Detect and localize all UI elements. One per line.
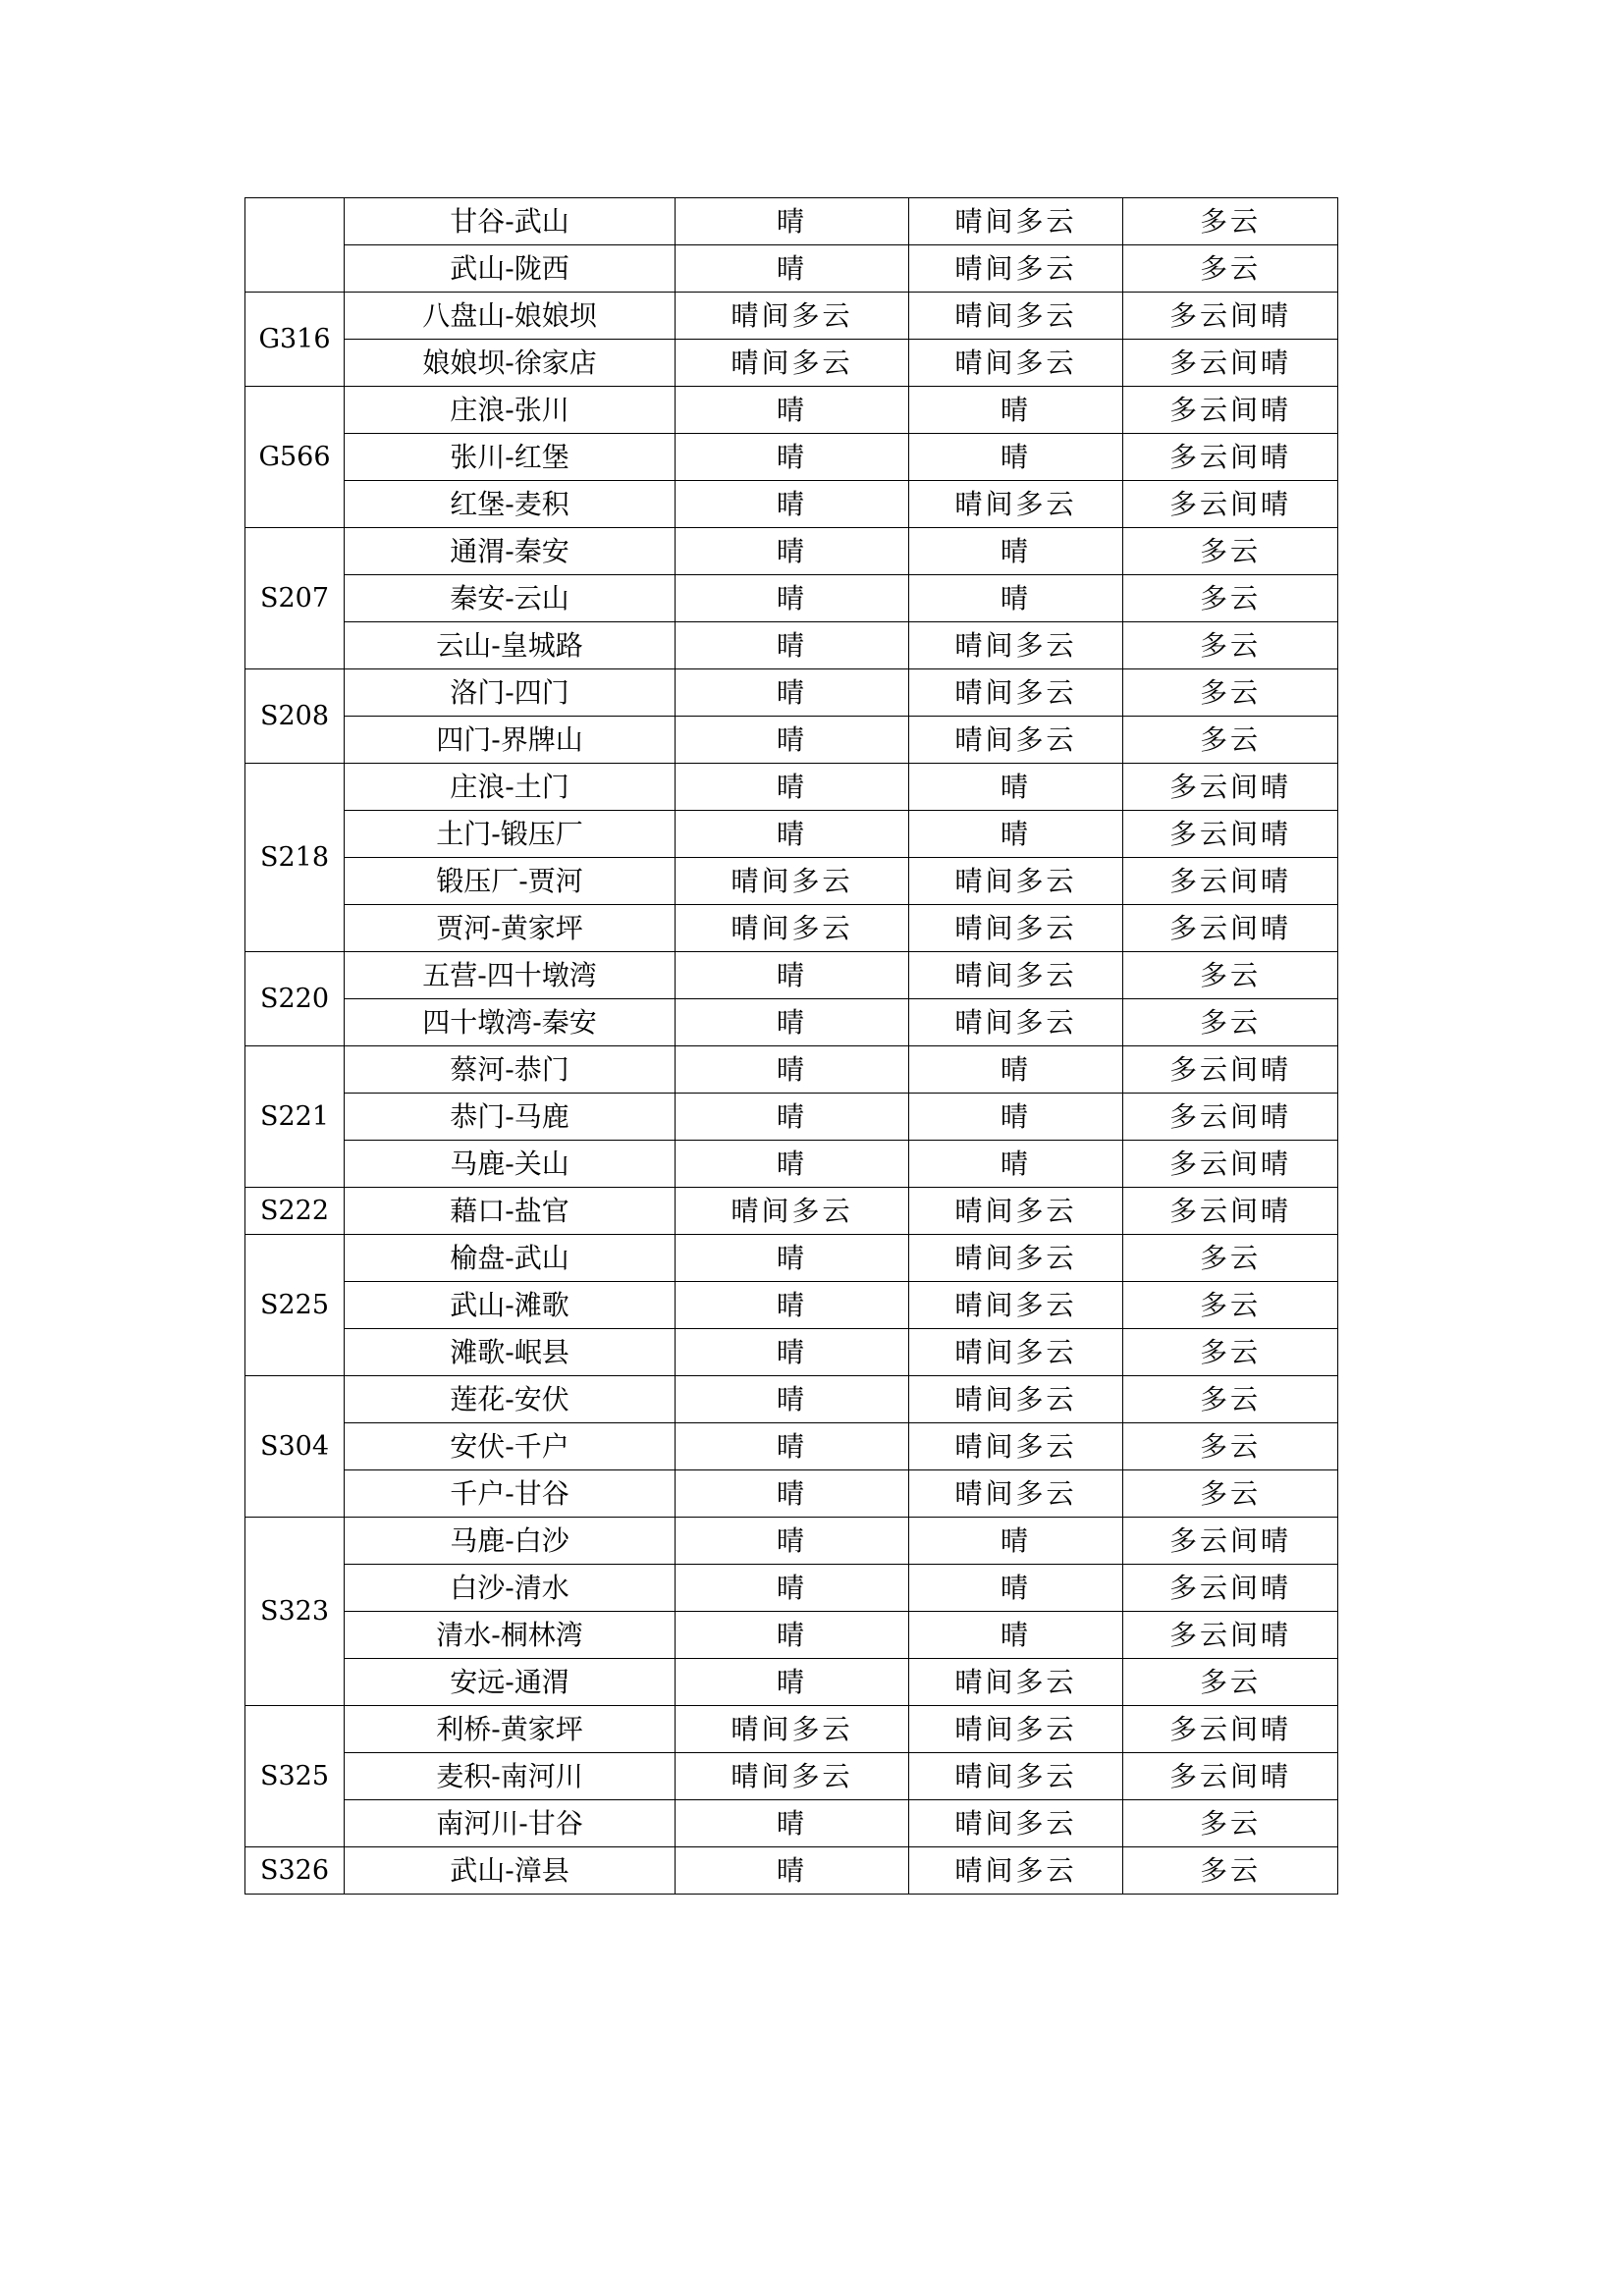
route-code-cell: S221 xyxy=(245,1046,345,1188)
day1-weather-cell: 晴间多云 xyxy=(676,858,909,905)
day3-weather-cell: 多云 xyxy=(1123,1470,1338,1518)
segment-cell: 白沙-清水 xyxy=(345,1565,676,1612)
table-row xyxy=(245,1565,1338,1612)
table-row xyxy=(245,905,1338,952)
day1-weather-cell: 晴间多云 xyxy=(676,340,909,387)
day1-weather-cell: 晴 xyxy=(676,575,909,622)
table-row xyxy=(245,1706,1338,1753)
day2-weather-cell: 晴 xyxy=(909,434,1123,481)
table-row xyxy=(245,999,1338,1046)
day1-weather-cell: 晴 xyxy=(676,717,909,764)
day3-weather-cell: 多云 xyxy=(1123,528,1338,575)
table-row xyxy=(245,952,1338,999)
table-row xyxy=(245,1518,1338,1565)
day2-weather-cell: 晴间多云 xyxy=(909,1329,1123,1376)
day2-weather-cell: 晴间多云 xyxy=(909,905,1123,952)
day3-weather-cell: 多云间晴 xyxy=(1123,293,1338,340)
day3-weather-cell: 多云间晴 xyxy=(1123,1141,1338,1188)
day1-weather-cell: 晴间多云 xyxy=(676,1753,909,1800)
day3-weather-cell: 多云 xyxy=(1123,1847,1338,1895)
day3-weather-cell: 多云间晴 xyxy=(1123,1046,1338,1094)
segment-cell: 藉口-盐官 xyxy=(345,1188,676,1235)
day3-weather-cell: 多云 xyxy=(1123,1235,1338,1282)
segment-cell: 四十墩湾-秦安 xyxy=(345,999,676,1046)
route-code-cell: S207 xyxy=(245,528,345,669)
day3-weather-cell: 多云 xyxy=(1123,1800,1338,1847)
segment-cell: 五营-四十墩湾 xyxy=(345,952,676,999)
route-code-cell: S218 xyxy=(245,764,345,952)
day2-weather-cell: 晴间多云 xyxy=(909,622,1123,669)
day1-weather-cell: 晴 xyxy=(676,1282,909,1329)
day2-weather-cell: 晴间多云 xyxy=(909,669,1123,717)
day1-weather-cell: 晴 xyxy=(676,1329,909,1376)
day2-weather-cell: 晴间多云 xyxy=(909,1706,1123,1753)
forecast-table-body xyxy=(245,198,1338,1895)
day2-weather-cell: 晴间多云 xyxy=(909,858,1123,905)
segment-cell: 贾河-黄家坪 xyxy=(345,905,676,952)
segment-cell: 通渭-秦安 xyxy=(345,528,676,575)
day3-weather-cell: 多云间晴 xyxy=(1123,1188,1338,1235)
day2-weather-cell: 晴间多云 xyxy=(909,999,1123,1046)
segment-cell: 四门-界牌山 xyxy=(345,717,676,764)
day1-weather-cell: 晴 xyxy=(676,1046,909,1094)
segment-cell: 庄浪-张川 xyxy=(345,387,676,434)
segment-cell: 马鹿-关山 xyxy=(345,1141,676,1188)
segment-cell: 清水-桐林湾 xyxy=(345,1612,676,1659)
day2-weather-cell: 晴 xyxy=(909,1141,1123,1188)
day3-weather-cell: 多云间晴 xyxy=(1123,434,1338,481)
day1-weather-cell: 晴间多云 xyxy=(676,1706,909,1753)
day1-weather-cell: 晴 xyxy=(676,1376,909,1423)
table-row xyxy=(245,1376,1338,1423)
route-code-cell: S208 xyxy=(245,669,345,764)
day2-weather-cell: 晴间多云 xyxy=(909,1188,1123,1235)
day1-weather-cell: 晴 xyxy=(676,1847,909,1895)
segment-cell: 莲花-安伏 xyxy=(345,1376,676,1423)
table-row xyxy=(245,481,1338,528)
day2-weather-cell: 晴间多云 xyxy=(909,1753,1123,1800)
segment-cell: 云山-皇城路 xyxy=(345,622,676,669)
route-code-cell: G566 xyxy=(245,387,345,528)
day1-weather-cell: 晴 xyxy=(676,1094,909,1141)
segment-cell: 甘谷-武山 xyxy=(345,198,676,245)
day3-weather-cell: 多云 xyxy=(1123,952,1338,999)
table-row xyxy=(245,1753,1338,1800)
day1-weather-cell: 晴 xyxy=(676,245,909,293)
table-row xyxy=(245,1235,1338,1282)
day1-weather-cell: 晴 xyxy=(676,1612,909,1659)
day3-weather-cell: 多云间晴 xyxy=(1123,1706,1338,1753)
table-row xyxy=(245,575,1338,622)
day2-weather-cell: 晴间多云 xyxy=(909,1659,1123,1706)
day3-weather-cell: 多云 xyxy=(1123,1329,1338,1376)
day3-weather-cell: 多云间晴 xyxy=(1123,858,1338,905)
route-code-cell: G316 xyxy=(245,293,345,387)
day3-weather-cell: 多云 xyxy=(1123,198,1338,245)
day3-weather-cell: 多云间晴 xyxy=(1123,1094,1338,1141)
table-row xyxy=(245,1046,1338,1094)
table-row xyxy=(245,1188,1338,1235)
segment-cell: 马鹿-白沙 xyxy=(345,1518,676,1565)
day3-weather-cell: 多云 xyxy=(1123,575,1338,622)
table-row xyxy=(245,764,1338,811)
day3-weather-cell: 多云间晴 xyxy=(1123,340,1338,387)
day1-weather-cell: 晴 xyxy=(676,1565,909,1612)
route-code-cell: S225 xyxy=(245,1235,345,1376)
table-row xyxy=(245,1329,1338,1376)
table-row xyxy=(245,1800,1338,1847)
day2-weather-cell: 晴 xyxy=(909,1046,1123,1094)
segment-cell: 麦积-南河川 xyxy=(345,1753,676,1800)
route-code-cell: S326 xyxy=(245,1847,345,1895)
table-row xyxy=(245,1847,1338,1895)
segment-cell: 八盘山-娘娘坝 xyxy=(345,293,676,340)
day3-weather-cell: 多云 xyxy=(1123,669,1338,717)
table-row xyxy=(245,1141,1338,1188)
day1-weather-cell: 晴 xyxy=(676,1235,909,1282)
route-code-cell: S304 xyxy=(245,1376,345,1518)
segment-cell: 武山-漳县 xyxy=(345,1847,676,1895)
day1-weather-cell: 晴 xyxy=(676,481,909,528)
day2-weather-cell: 晴间多云 xyxy=(909,198,1123,245)
segment-cell: 武山-滩歌 xyxy=(345,1282,676,1329)
table-row xyxy=(245,1094,1338,1141)
day3-weather-cell: 多云 xyxy=(1123,1282,1338,1329)
day1-weather-cell: 晴 xyxy=(676,764,909,811)
table-row xyxy=(245,387,1338,434)
day2-weather-cell: 晴间多云 xyxy=(909,245,1123,293)
table-row xyxy=(245,669,1338,717)
day1-weather-cell: 晴间多云 xyxy=(676,1188,909,1235)
day3-weather-cell: 多云间晴 xyxy=(1123,905,1338,952)
segment-cell: 红堡-麦积 xyxy=(345,481,676,528)
route-code-cell: S325 xyxy=(245,1706,345,1847)
segment-cell: 庄浪-土门 xyxy=(345,764,676,811)
segment-cell: 安伏-千户 xyxy=(345,1423,676,1470)
segment-cell: 娘娘坝-徐家店 xyxy=(345,340,676,387)
table-row xyxy=(245,622,1338,669)
table-row xyxy=(245,434,1338,481)
day2-weather-cell: 晴 xyxy=(909,1518,1123,1565)
day1-weather-cell: 晴 xyxy=(676,811,909,858)
segment-cell: 榆盘-武山 xyxy=(345,1235,676,1282)
table-row xyxy=(245,1282,1338,1329)
day3-weather-cell: 多云间晴 xyxy=(1123,387,1338,434)
segment-cell: 安远-通渭 xyxy=(345,1659,676,1706)
day1-weather-cell: 晴 xyxy=(676,1659,909,1706)
route-code-cell: S220 xyxy=(245,952,345,1046)
segment-cell: 洛门-四门 xyxy=(345,669,676,717)
day1-weather-cell: 晴 xyxy=(676,1800,909,1847)
segment-cell: 千户-甘谷 xyxy=(345,1470,676,1518)
day2-weather-cell: 晴 xyxy=(909,387,1123,434)
table-row xyxy=(245,293,1338,340)
day3-weather-cell: 多云 xyxy=(1123,999,1338,1046)
table-row xyxy=(245,811,1338,858)
segment-cell: 滩歌-岷县 xyxy=(345,1329,676,1376)
table-row xyxy=(245,528,1338,575)
day3-weather-cell: 多云 xyxy=(1123,1659,1338,1706)
segment-cell: 武山-陇西 xyxy=(345,245,676,293)
segment-cell: 恭门-马鹿 xyxy=(345,1094,676,1141)
segment-cell: 南河川-甘谷 xyxy=(345,1800,676,1847)
segment-cell: 锻压厂-贾河 xyxy=(345,858,676,905)
day2-weather-cell: 晴间多云 xyxy=(909,481,1123,528)
day2-weather-cell: 晴 xyxy=(909,1565,1123,1612)
table-row xyxy=(245,1470,1338,1518)
table-row xyxy=(245,1423,1338,1470)
day1-weather-cell: 晴 xyxy=(676,952,909,999)
day3-weather-cell: 多云间晴 xyxy=(1123,1565,1338,1612)
table-row xyxy=(245,1659,1338,1706)
segment-cell: 秦安-云山 xyxy=(345,575,676,622)
day3-weather-cell: 多云 xyxy=(1123,1376,1338,1423)
day3-weather-cell: 多云间晴 xyxy=(1123,1612,1338,1659)
route-code-cell xyxy=(245,198,345,293)
day2-weather-cell: 晴间多云 xyxy=(909,1235,1123,1282)
day2-weather-cell: 晴 xyxy=(909,764,1123,811)
day1-weather-cell: 晴 xyxy=(676,1423,909,1470)
day2-weather-cell: 晴间多云 xyxy=(909,1470,1123,1518)
table-row xyxy=(245,198,1338,245)
route-code-cell: S222 xyxy=(245,1188,345,1235)
table-row xyxy=(245,340,1338,387)
day1-weather-cell: 晴 xyxy=(676,1141,909,1188)
day2-weather-cell: 晴 xyxy=(909,1094,1123,1141)
day1-weather-cell: 晴 xyxy=(676,999,909,1046)
day2-weather-cell: 晴间多云 xyxy=(909,717,1123,764)
day1-weather-cell: 晴间多云 xyxy=(676,905,909,952)
segment-cell: 蔡河-恭门 xyxy=(345,1046,676,1094)
day1-weather-cell: 晴 xyxy=(676,434,909,481)
day1-weather-cell: 晴 xyxy=(676,528,909,575)
day2-weather-cell: 晴间多云 xyxy=(909,1423,1123,1470)
table-row xyxy=(245,717,1338,764)
table-row xyxy=(245,858,1338,905)
segment-cell: 张川-红堡 xyxy=(345,434,676,481)
day2-weather-cell: 晴 xyxy=(909,811,1123,858)
day2-weather-cell: 晴间多云 xyxy=(909,952,1123,999)
route-code-cell: S323 xyxy=(245,1518,345,1706)
road-weather-forecast-table xyxy=(244,197,1338,1895)
segment-cell: 利桥-黄家坪 xyxy=(345,1706,676,1753)
day2-weather-cell: 晴间多云 xyxy=(909,1376,1123,1423)
day3-weather-cell: 多云 xyxy=(1123,717,1338,764)
day3-weather-cell: 多云间晴 xyxy=(1123,481,1338,528)
day3-weather-cell: 多云间晴 xyxy=(1123,811,1338,858)
day3-weather-cell: 多云间晴 xyxy=(1123,764,1338,811)
day2-weather-cell: 晴 xyxy=(909,1612,1123,1659)
day3-weather-cell: 多云间晴 xyxy=(1123,1518,1338,1565)
day2-weather-cell: 晴间多云 xyxy=(909,1282,1123,1329)
day2-weather-cell: 晴 xyxy=(909,528,1123,575)
day2-weather-cell: 晴间多云 xyxy=(909,340,1123,387)
day1-weather-cell: 晴 xyxy=(676,198,909,245)
table-row xyxy=(245,245,1338,293)
day2-weather-cell: 晴间多云 xyxy=(909,1800,1123,1847)
day3-weather-cell: 多云 xyxy=(1123,245,1338,293)
day2-weather-cell: 晴间多云 xyxy=(909,1847,1123,1895)
day1-weather-cell: 晴 xyxy=(676,622,909,669)
day3-weather-cell: 多云 xyxy=(1123,1423,1338,1470)
day1-weather-cell: 晴 xyxy=(676,1518,909,1565)
day2-weather-cell: 晴间多云 xyxy=(909,293,1123,340)
day3-weather-cell: 多云 xyxy=(1123,622,1338,669)
day1-weather-cell: 晴间多云 xyxy=(676,293,909,340)
day1-weather-cell: 晴 xyxy=(676,387,909,434)
day2-weather-cell: 晴 xyxy=(909,575,1123,622)
day1-weather-cell: 晴 xyxy=(676,1470,909,1518)
segment-cell: 土门-锻压厂 xyxy=(345,811,676,858)
day1-weather-cell: 晴 xyxy=(676,669,909,717)
day3-weather-cell: 多云间晴 xyxy=(1123,1753,1338,1800)
table-row xyxy=(245,1612,1338,1659)
